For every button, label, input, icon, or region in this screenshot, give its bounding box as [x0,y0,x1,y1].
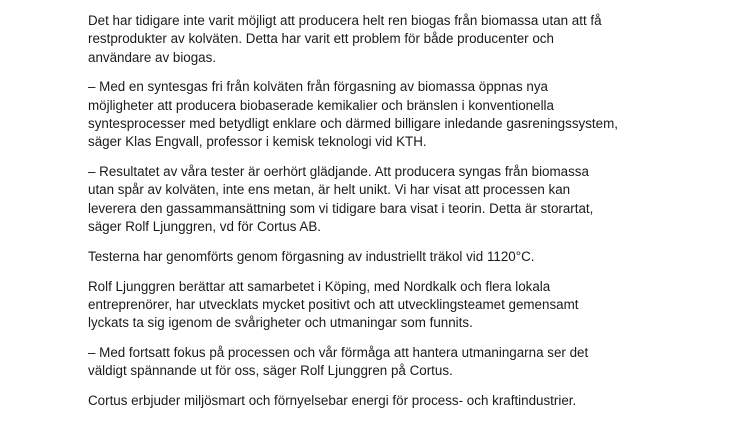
paragraph-cortus-offering [88,392,648,410]
text-line: användare av biogas. [88,49,217,65]
paragraph-biogas-problem [88,12,648,67]
text-line: Cortus erbjuder miljösmart och förnyelsebar energi för process- och kraftindustrier. [88,393,577,409]
text-line: syntesprocesser med betydligt enklare och därmed billigare inledande gasreningssystem, [88,115,618,131]
text-line: – Med fortsatt fokus på processen och vår förmåga att hantera utmaningarna ser det [88,344,589,360]
paragraph-quote-ljunggren-results [88,163,648,236]
paragraph-cooperation-koping [88,278,648,333]
text-line: Det har tidigare inte varit möjligt att producera helt ren biogas från biomassa utan att få [88,13,602,28]
text-line: möjligheter att producera biobaserade kemikalier och bränslen i konventionella [88,97,554,113]
paragraph-test-conditions [88,248,648,266]
text-line: säger Rolf Ljunggren, vd för Cortus AB. [88,218,321,234]
text-line: säger Klas Engvall, professor i kemisk teknologi vid KTH. [88,134,427,150]
text-line: – Resultatet av våra tester är oerhört glädjande. Att producera syngas från biomassa [88,164,589,180]
text-line: lyckats ta sig igenom de svårigheter och utmaningar som funnits. [88,315,473,331]
text-line: – Med en syntesgas fri från kolväten från förgasning av biomassa öppnas nya [88,79,549,95]
document-body [88,12,648,422]
text-line: Testerna har genomförts genom förgasning av industriellt träkol vid 1120°C. [88,248,535,264]
text-line: restprodukter av kolväten. Detta har varit ett problem för både producenter och [88,31,554,47]
text-line: leverera den gassammansättning som vi tidigare bara visat i teorin. Detta är storartat, [88,200,594,216]
text-line: entreprenörer, har utvecklats mycket positivt och att utvecklingsteamet gemensamt [88,296,579,312]
text-line: Rolf Ljunggren berättar att samarbetet i Köping, med Nordkalk och flera lokala [88,278,551,294]
paragraph-quote-ljunggren-future [88,344,648,381]
text-line: utan spår av kolväten, inte ens metan, är helt unikt. Vi har visat att processen kan [88,182,571,198]
paragraph-quote-engvall [88,78,648,151]
text-line: väldigt spännande ut för oss, säger Rolf Ljunggren på Cortus. [88,363,453,379]
